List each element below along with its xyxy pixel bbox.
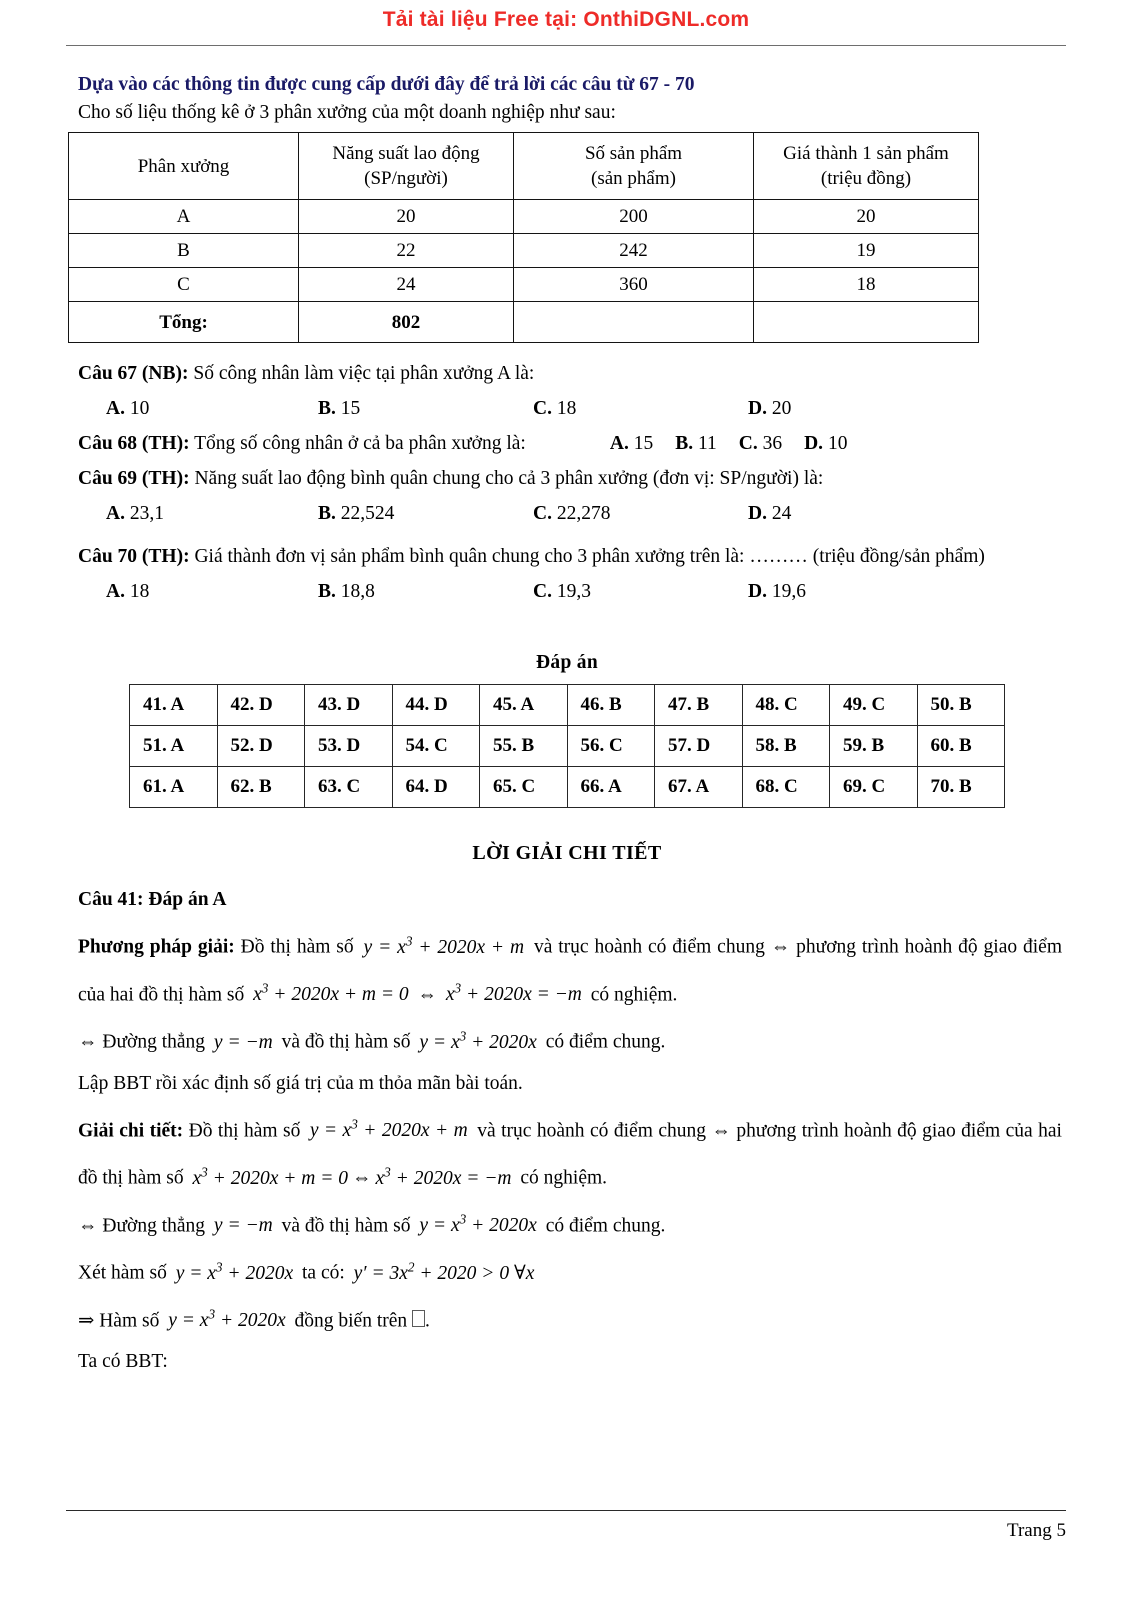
equiv-label-2: ⇔ Đường thẳng [78, 1215, 210, 1236]
option-letter: B. [318, 503, 336, 524]
equiv2-equation-1: y = −m [213, 1215, 273, 1236]
total-value-cell: 802 [299, 302, 514, 343]
answer-cell: 48. C [742, 685, 830, 726]
option-letter: A. [106, 398, 125, 419]
header-divider [66, 45, 1066, 46]
detail-equation-2: $x^3 + 2020x + m = 0$ [192, 1164, 348, 1189]
cell: 22 [299, 234, 514, 268]
option-value: 19,3 [556, 581, 591, 602]
option-value: 22,278 [556, 503, 611, 524]
equiv2-end: có điểm chung. [540, 1215, 666, 1236]
equiv-mid: và đồ thị hàm số [276, 1031, 416, 1053]
question-67-label: Câu 67 (NB): [78, 363, 189, 384]
answer-cell: 41. A [130, 685, 218, 726]
total-empty-cell [754, 302, 979, 343]
option-value: 10 [129, 398, 150, 419]
solution-monotone-line [78, 1294, 1062, 1342]
total-empty-cell [514, 302, 754, 343]
option-a[interactable] [610, 433, 653, 454]
option-letter: A. [106, 581, 125, 602]
cell: 19 [754, 234, 979, 268]
answer-key-title: Đáp án [536, 652, 598, 673]
total-label-cell: Tổng: [69, 302, 299, 343]
method-equation-3: $x^3 + 2020x = -m$ [445, 980, 582, 1005]
option-letter: D. [748, 398, 767, 419]
option-a[interactable] [106, 575, 149, 608]
cell: B [69, 234, 299, 268]
cell: C [69, 268, 299, 302]
answer-cell: 46. B [567, 685, 655, 726]
header-line-2: (SP/người) [364, 168, 448, 189]
xet-label: Xét hàm số [78, 1262, 172, 1284]
xet-equation-1: $y = x^3 + 2020x$ [175, 1259, 294, 1284]
solution-equiv-line-2 [78, 1199, 1062, 1247]
answer-cell: 42. D [217, 685, 305, 726]
solution-section-title: LỜI GIẢI CHI TIẾT [472, 842, 662, 864]
option-c[interactable] [533, 575, 591, 608]
cell: 18 [754, 268, 979, 302]
answer-cell: 52. D [217, 726, 305, 767]
option-value: 11 [697, 433, 717, 454]
option-value: 18,8 [340, 581, 375, 602]
answer-cell: 58. B [742, 726, 830, 767]
option-letter: D. [748, 581, 767, 602]
ham-mid: đồng biến trên [289, 1310, 413, 1331]
question-69-body: Năng suất lao động bình quân chung cho cả 3 phân xưởng (đơn vị: SP/người) là: [189, 468, 824, 489]
method-text-1: Đồ thị hàm số [234, 936, 360, 958]
option-letter: A. [106, 503, 125, 524]
cell: 200 [514, 200, 754, 234]
table-row [130, 685, 1005, 726]
option-value: 10 [827, 433, 848, 454]
option-value: 22,524 [340, 503, 395, 524]
option-c[interactable] [739, 433, 782, 454]
question-67-text [78, 357, 1062, 390]
table-total-row [69, 302, 979, 343]
method-text-4: có nghiệm. [585, 984, 678, 1005]
answer-cell: 51. A [130, 726, 218, 767]
option-b[interactable] [318, 392, 360, 425]
method-text-3: ⇔ [412, 984, 442, 1005]
option-value: 24 [771, 503, 792, 524]
answer-cell: 43. D [305, 685, 393, 726]
ham-equation: $y = x^3 + 2020x$ [168, 1306, 286, 1331]
option-value: 15 [340, 398, 361, 419]
option-letter: B. [675, 433, 694, 454]
answer-cell: 69. C [830, 767, 918, 808]
footer-page-number: Trang 5 [1007, 1520, 1066, 1541]
equiv2-mid: và đồ thị hàm số [276, 1215, 416, 1236]
answer-cell: 70. B [917, 767, 1005, 808]
detail-equation-1: $y = x^3 + 2020x + m$ [309, 1116, 468, 1141]
answer-cell: 68. C [742, 767, 830, 808]
option-letter: D. [748, 503, 767, 524]
option-value: 20 [771, 398, 792, 419]
table-row [130, 726, 1005, 767]
question-67 [72, 357, 1062, 425]
table-row [69, 234, 979, 268]
cell: 20 [299, 200, 514, 234]
option-d[interactable] [748, 575, 806, 608]
question-68-body: Tổng số công nhân ở cả ba phân xưởng là: [189, 433, 526, 454]
xet-mid: ta có: [297, 1262, 350, 1284]
answer-cell: 66. A [567, 767, 655, 808]
option-value: 15 [633, 433, 654, 454]
option-d[interactable] [748, 497, 791, 530]
header-line-1: Giá thành 1 sản phẩm [783, 143, 949, 164]
header-cell-productivity [299, 133, 514, 200]
answer-cell: 65. C [480, 767, 568, 808]
header-line-1: Năng suất lao động [332, 143, 480, 164]
question-68-options [610, 427, 848, 460]
cell: A [69, 200, 299, 234]
answer-cell: 67. A [655, 767, 743, 808]
table-row [130, 767, 1005, 808]
answer-cell: 57. D [655, 726, 743, 767]
question-68 [72, 427, 1062, 460]
answer-cell: 45. A [480, 685, 568, 726]
equiv-end: có điểm chung. [540, 1031, 666, 1053]
table-header-row [69, 133, 979, 200]
question-68-label: Câu 68 (TH): [78, 433, 190, 454]
option-letter: A. [609, 433, 629, 454]
question-67-options [78, 392, 1062, 425]
question-69 [72, 462, 1062, 530]
answer-cell: 64. D [392, 767, 480, 808]
question-70-body: Giá thành đơn vị sản phẩm bình quân chung cho 3 phân xưởng trên là: ……… (triệu đồng/sản phẩm) [189, 546, 985, 567]
solution-detail-paragraph [78, 1104, 1062, 1199]
equiv2-equation-2: $y = x^3 + 2020x$ [419, 1211, 537, 1236]
solution-final-line: Ta có BBT: [78, 1351, 168, 1372]
option-d[interactable] [748, 392, 791, 425]
answer-cell: 44. D [392, 685, 480, 726]
detail-text-4: có nghiệm. [515, 1167, 608, 1189]
option-letter: B. [318, 398, 336, 419]
question-70-label: Câu 70 (TH): [78, 546, 190, 567]
option-c[interactable] [533, 392, 576, 425]
answer-cell: 62. B [217, 767, 305, 808]
answer-cell: 60. B [917, 726, 1005, 767]
question-68-text [78, 427, 1062, 460]
detail-equation-3: $x^3 + 2020x = -m$ [375, 1164, 512, 1189]
question-69-text [78, 462, 1062, 495]
promo-banner-text: Tải tài liệu Free tại: OnthiDGNL.com [382, 8, 750, 31]
header-line-2: (sản phẩm) [591, 168, 676, 189]
header-line-1: Phân xưởng [137, 155, 230, 177]
equiv-label: ⇔ Đường thẳng [78, 1031, 210, 1053]
option-letter: C. [533, 398, 552, 419]
method-equation-1: $y = x^3 + 2020x + m$ [363, 933, 525, 958]
option-c[interactable] [533, 497, 610, 530]
solution-question-heading [78, 879, 1062, 920]
option-value: 36 [762, 433, 783, 454]
answer-cell: 55. B [480, 726, 568, 767]
option-value: 19,6 [771, 581, 806, 602]
site-header [0, 8, 1132, 32]
header-line-2: (triệu đồng) [820, 168, 912, 189]
answer-key-table [129, 684, 1005, 808]
answer-cell: 59. B [830, 726, 918, 767]
header-cell-products [514, 133, 754, 200]
answer-cell: 47. B [655, 685, 743, 726]
method-label: Phương pháp giải: [78, 936, 235, 958]
solution-xet-line [78, 1246, 1062, 1294]
solution-equiv-line-1 [78, 1015, 1062, 1063]
intro-heading: Dựa vào các thông tin được cung cấp dưới đây để trả lời các câu từ 67 - 70 [78, 74, 695, 95]
cell: 360 [514, 268, 754, 302]
method-equation-2: $x^3 + 2020x + m = 0$ [253, 980, 409, 1005]
answer-cell: 63. C [305, 767, 393, 808]
equiv-equation-1: y = −m [213, 1031, 273, 1053]
detail-text-3: ⇔ [352, 1167, 372, 1189]
option-d[interactable] [804, 433, 847, 454]
question-70-options [78, 575, 1062, 608]
option-value: 18 [129, 581, 150, 602]
header-cell-unit-price [754, 133, 979, 200]
ham-end: . [425, 1310, 430, 1331]
answer-cell: 61. A [130, 767, 218, 808]
option-letter: B. [318, 581, 336, 602]
option-b[interactable] [318, 575, 375, 608]
table-row [69, 268, 979, 302]
method-text-2: và trục hoành có điểm chung ⇔ phương trình hoành độ giao điểm của hai đồ thị hàm số [78, 936, 1063, 1005]
answer-cell: 49. C [830, 685, 918, 726]
option-a[interactable] [106, 392, 149, 425]
solution-method-paragraph [78, 920, 1062, 1015]
footer-divider [66, 1510, 1066, 1511]
header-cell-workshop [69, 133, 299, 200]
option-b[interactable] [675, 433, 717, 454]
option-value: 23,1 [129, 503, 164, 524]
answer-cell: 53. D [305, 726, 393, 767]
missing-glyph-box-icon [412, 1310, 425, 1327]
question-67-body: Số công nhân làm việc tại phân xưởng A là: [188, 363, 535, 384]
intro-subline: Cho số liệu thống kê ở 3 phân xưởng của một doanh nghiệp như sau: [78, 102, 616, 123]
solution-bbt-line: Lập BBT rồi xác định số giá trị của m thỏa mãn bài toán. [78, 1072, 523, 1094]
cell: 20 [754, 200, 979, 234]
question-69-options [78, 497, 1062, 530]
cell: 24 [299, 268, 514, 302]
option-letter: C. [533, 581, 552, 602]
answer-cell: 54. C [392, 726, 480, 767]
question-70-text [78, 540, 1062, 573]
xet-equation-2: $y' = 3x^2 + 2020 > 0$ ∀x [353, 1259, 535, 1284]
option-b[interactable] [318, 497, 394, 530]
detail-text-1: Đồ thị hàm số [183, 1120, 306, 1141]
option-a[interactable] [106, 497, 164, 530]
detail-text-2: và trục hoành có điểm chung ⇔ phương trình hoành độ giao điểm của hai đồ thị hàm số [78, 1120, 1062, 1189]
page-content [72, 72, 1062, 1382]
option-letter: C. [738, 433, 758, 454]
question-70 [72, 540, 1062, 608]
detail-label: Giải chi tiết: [78, 1120, 184, 1141]
solution-heading-text: Câu 41: Đáp án A [78, 889, 227, 910]
cell: 242 [514, 234, 754, 268]
question-69-label: Câu 69 (TH): [78, 468, 190, 489]
equiv-equation-2: $y = x^3 + 2020x$ [419, 1028, 537, 1053]
answer-cell: 56. C [567, 726, 655, 767]
ham-label: ⇒ Hàm số [78, 1310, 165, 1331]
option-value: 18 [556, 398, 577, 419]
statistics-table [68, 132, 979, 343]
option-letter: C. [533, 503, 552, 524]
answer-cell: 50. B [917, 685, 1005, 726]
table-row [69, 200, 979, 234]
option-letter: D. [804, 433, 824, 454]
header-line-1: Số sản phẩm [584, 143, 683, 164]
